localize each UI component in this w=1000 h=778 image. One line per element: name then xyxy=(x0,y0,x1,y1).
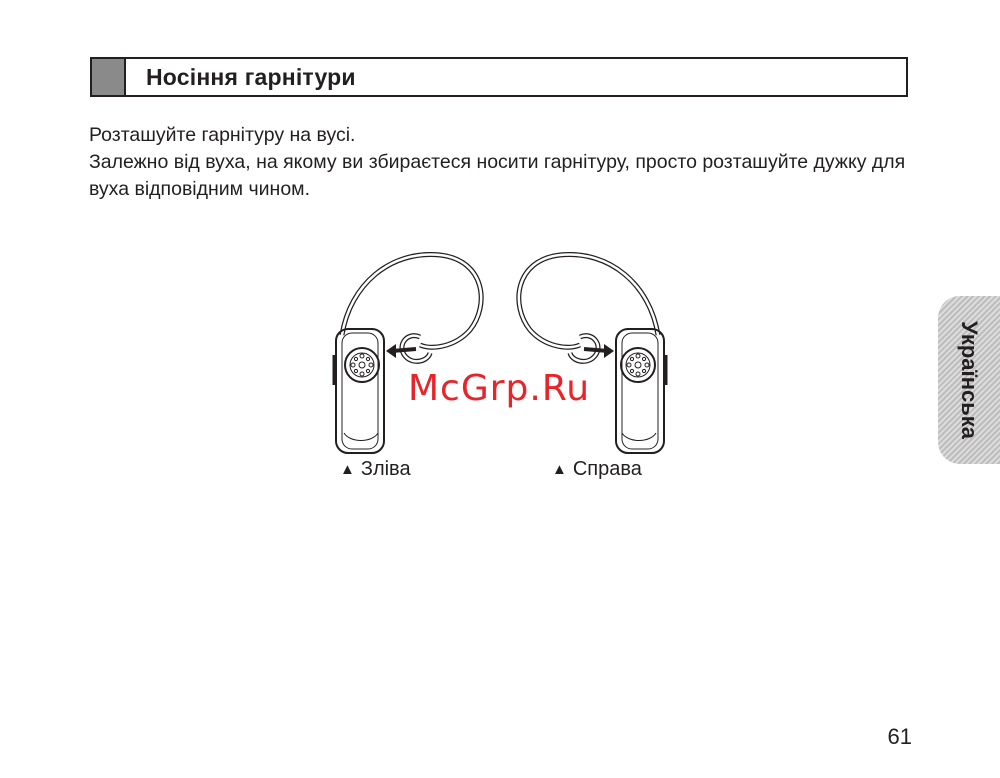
section-title: Носіння гарнітури xyxy=(146,63,356,90)
triangle-icon: ▲ xyxy=(340,461,355,478)
instruction-paragraph-2: Залежно від вуха, на якому ви збираєтеся носити гарнітуру, просто розташуйте дужку для вуха відповідним чином. xyxy=(89,151,906,200)
language-tab-label: Українська xyxy=(957,320,982,440)
section-header xyxy=(90,57,908,97)
right-caption-text: Справа xyxy=(572,458,642,480)
language-tab xyxy=(938,296,1000,464)
page-number: 61 xyxy=(887,724,912,749)
section-marker xyxy=(92,59,126,95)
triangle-icon: ▲ xyxy=(552,461,567,478)
left-headset-icon xyxy=(334,255,481,453)
instruction-paragraph-1: Розташуйте гарнітуру на вусі. xyxy=(89,124,356,146)
left-caption-text: Зліва xyxy=(360,458,411,480)
right-headset-icon xyxy=(519,255,666,453)
body-text xyxy=(89,122,919,203)
right-caption xyxy=(552,458,642,481)
left-caption xyxy=(340,458,411,481)
watermark: McGrp.Ru xyxy=(408,368,591,409)
